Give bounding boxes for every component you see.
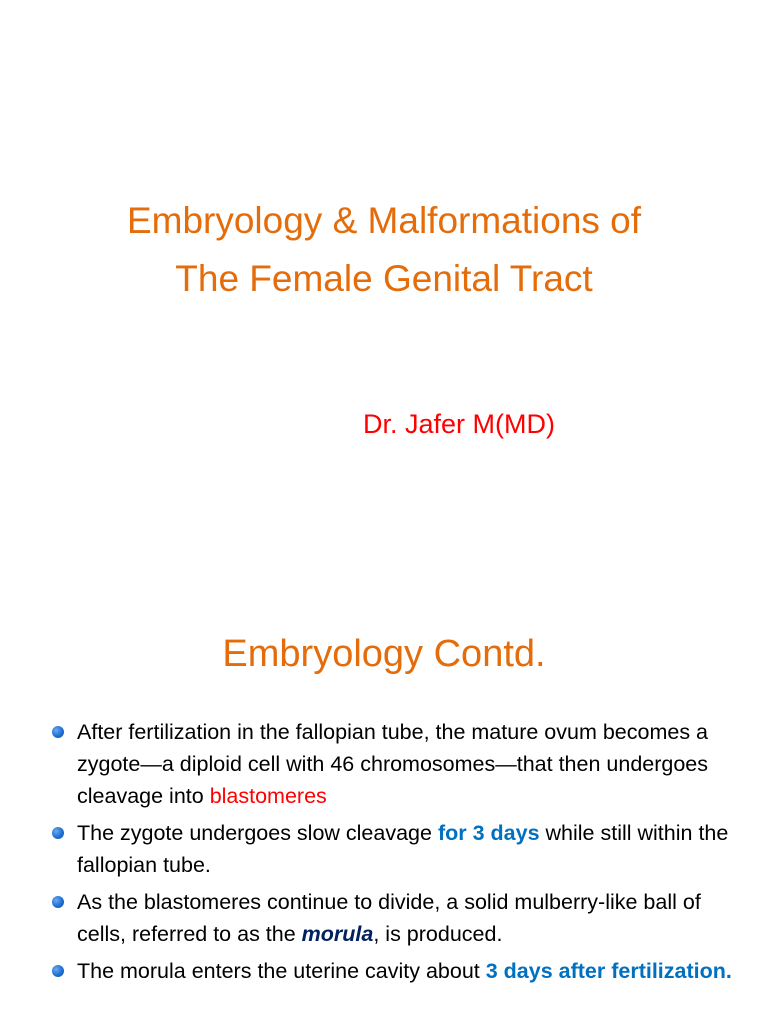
round-bullet-icon [52, 726, 64, 738]
round-bullet-icon [52, 896, 64, 908]
round-bullet-icon [52, 965, 64, 977]
title-line-2: The Female Genital Tract [175, 258, 593, 299]
bullet-item-4 [50, 955, 750, 987]
bullet-item-2 [50, 817, 750, 881]
bullet-text-tail: , is produced. [373, 922, 503, 946]
slide-title [0, 192, 768, 308]
bullet-item-1 [50, 716, 750, 812]
highlight-blastomeres: blastomeres [209, 784, 327, 808]
section-title: Embryology Contd. [222, 633, 546, 675]
bullet-text: The zygote undergoes slow cleavage [77, 821, 438, 845]
title-line-1: Embryology & Malformations of [126, 200, 642, 241]
highlight-morula: morula [301, 922, 374, 946]
highlight-3-days-after: 3 days after fertilization. [485, 959, 732, 983]
bullet-text: As the blastomeres continue to divide, a solid mulberry-like ball of cells, referred to as the [77, 890, 701, 946]
bullet-text: The morula enters the uterine cavity about [77, 959, 486, 983]
author-name: Dr. Jafer M(MD) [363, 409, 555, 439]
bullet-text: After fertilization in the fallopian tube, the mature ovum becomes a zygote—a diploid cell with 46 chromosomes—that then undergoes cleavage into [77, 720, 709, 808]
bullet-list [50, 716, 750, 992]
bullet-item-3 [50, 886, 750, 950]
bullet-text-tail: while still within the fallopian tube. [77, 821, 729, 877]
round-bullet-icon [52, 827, 64, 839]
highlight-for-3-days: for 3 days [437, 821, 540, 845]
